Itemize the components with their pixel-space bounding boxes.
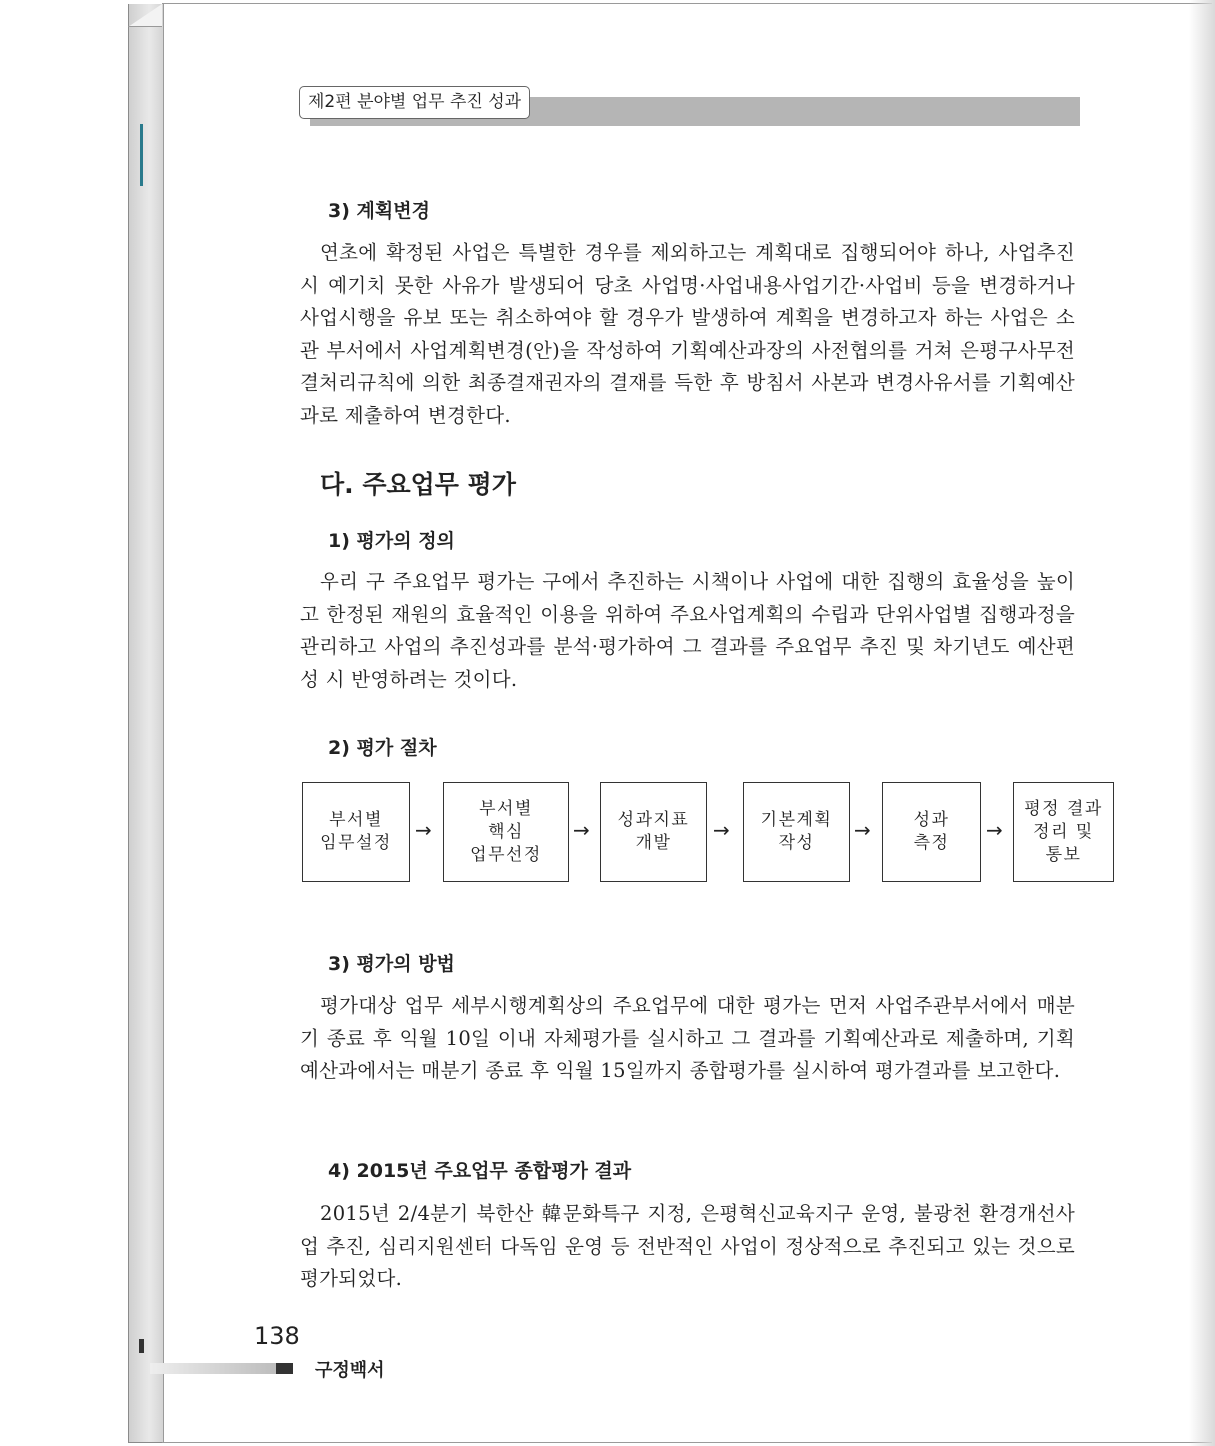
section-title-evaluation: 다. 주요업무 평가 — [320, 470, 516, 499]
flow-step-3: 성과지표 개발 — [600, 782, 707, 882]
flow-step-5: 성과 측정 — [882, 782, 981, 882]
chapter-tab: 제2편 분야별 업무 추진 성과 — [299, 86, 530, 119]
heading-procedure: 2) 평가 절차 — [328, 737, 437, 759]
paragraph-definition: 우리 구 주요업무 평가는 구에서 추진하는 시책이나 사업에 대한 집행의 효율성을 높이고 한정된 재원의 효율적인 이용을 위하여 주요사업계획의 수립과 단위사업별 집행과정을 관리하고 사업의 추진성과를 분석·평가하여 그 결과를 주요업무 추진 및 차기년도 예산편성 시 반영하려는 것이다. — [300, 570, 1075, 691]
book-spine — [128, 4, 164, 1442]
flow-arrow-3: → — [713, 818, 730, 842]
paragraph-result-2015: 2015년 2/4분기 북한산 韓문화특구 지정, 은평혁신교육지구 운영, 불광천 환경개선사업 추진, 심리지원센터 다독임 운영 등 전반적인 사업이 정상적으로 추진되고 있는 것으로 평가되었다. — [300, 1202, 1075, 1291]
heading-result-2015: 4) 2015년 주요업무 종합평가 결과 — [328, 1160, 632, 1182]
flow-step-6: 평정 결과 정리 및 통보 — [1013, 782, 1114, 882]
paragraph-method: 평가대상 업무 세부시행계획상의 주요업무에 대한 평가는 먼저 사업주관부서에서 매분기 종료 후 익월 10일 이내 자체평가를 실시하고 그 결과를 기획예산과로 제출하며, 기획예산과에서는 매분기 종료 후 익월 15일까지 종합평가를 실시하여 평가결과를 보고한다. — [300, 994, 1075, 1083]
page-shadow — [1189, 0, 1215, 1446]
spine-marker — [140, 124, 143, 186]
footer-book-title: 구정백서 — [315, 1360, 385, 1381]
heading-plan-change: 3) 계획변경 — [328, 200, 430, 222]
flow-arrow-5: → — [986, 818, 1003, 842]
flow-step-2: 부서별 핵심 업무선정 — [443, 782, 569, 882]
flow-arrow-1: → — [415, 818, 432, 842]
flow-step-1: 부서별 임무설정 — [302, 782, 410, 882]
spine-bottom-edge — [128, 1380, 162, 1443]
page-number: 138 — [254, 1322, 300, 1350]
flow-arrow-2: → — [573, 818, 590, 842]
footer-rule-block — [276, 1363, 293, 1374]
footer-rule — [150, 1363, 276, 1374]
flow-arrow-4: → — [854, 818, 871, 842]
flow-step-4: 기본계획 작성 — [743, 782, 850, 882]
heading-definition: 1) 평가의 정의 — [328, 530, 455, 552]
heading-method: 3) 평가의 방법 — [328, 953, 455, 975]
paragraph-plan-change: 연초에 확정된 사업은 특별한 경우를 제외하고는 계획대로 집행되어야 하나, 사업추진 시 예기치 못한 사유가 발생되어 당초 사업명·사업내용사업기간·사업비 등을 변경하거나 사업시행을 유보 또는 취소하여야 할 경우가 발생하여 계획을 변경하고자 하는 사업은 소관 부서에서 사업계획변경(안)을 작성하여 기획예산과장의 사전협의를 거쳐 은평구사무전결처리규칙에 의한 최종결재권자의 결재를 득한 후 방침서 사본과 변경사유서를 기획예산과로 제출하여 변경한다. — [300, 241, 1075, 427]
spine-marker-bottom — [139, 1339, 144, 1353]
